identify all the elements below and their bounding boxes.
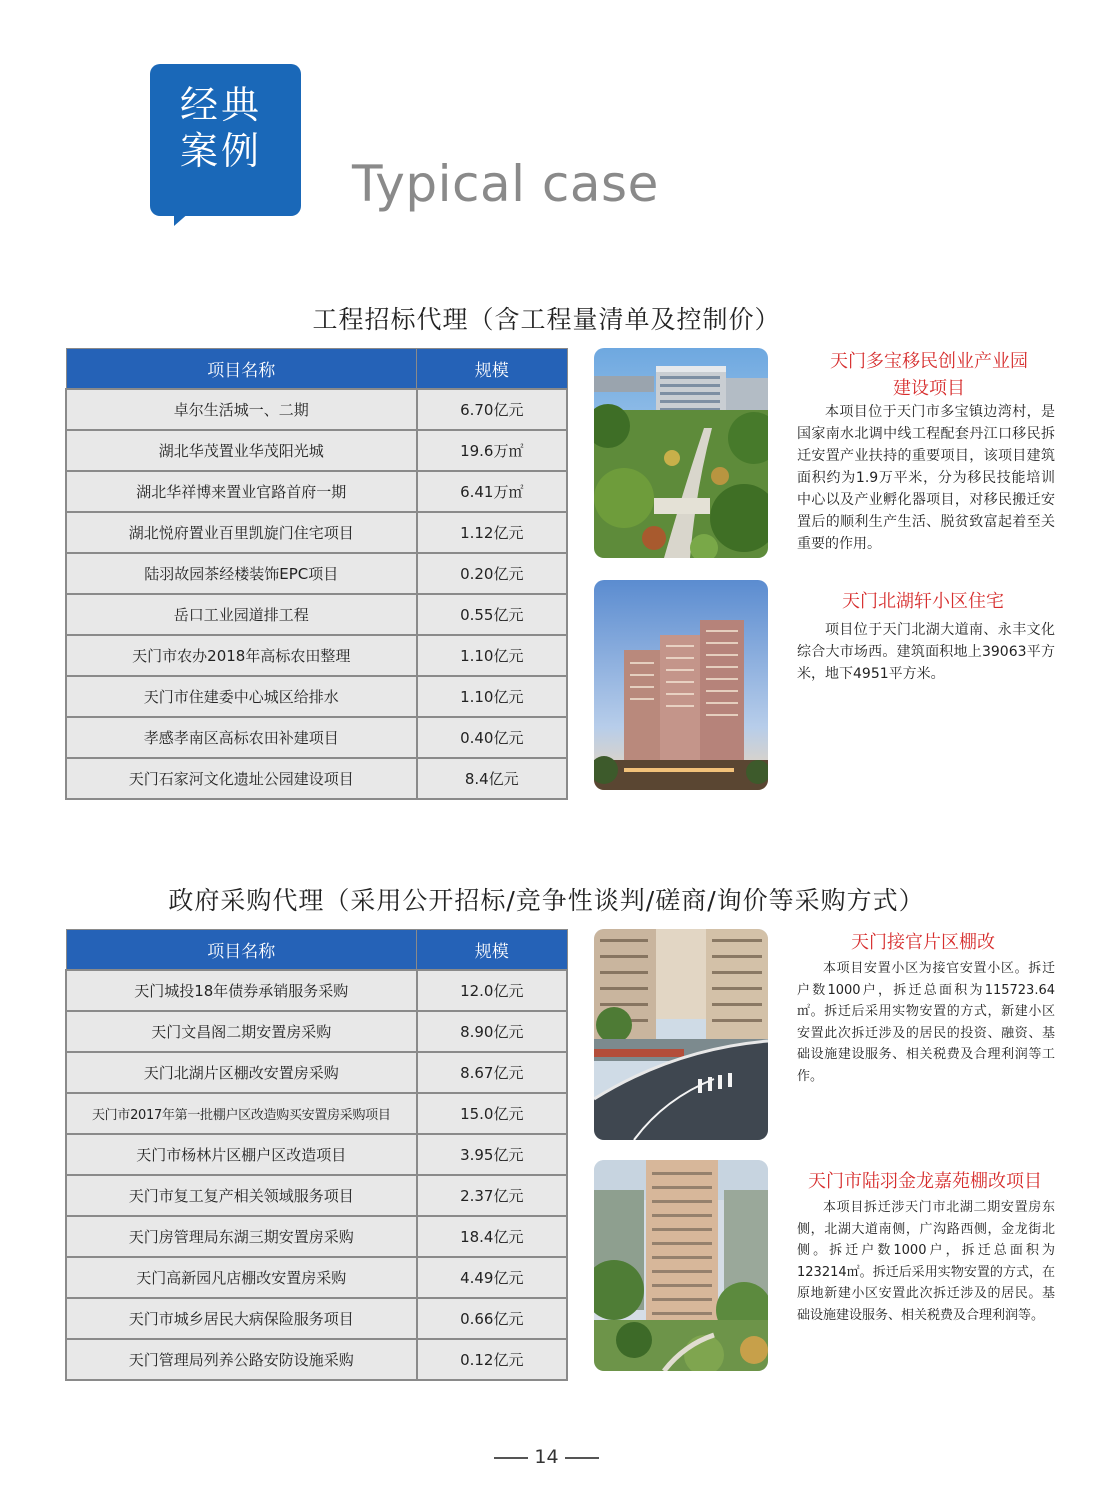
section1-title: 工程招标代理（含工程量清单及控制价） — [312, 305, 781, 334]
project-scale-cell: 8.90亿元 — [417, 1011, 567, 1052]
left-dash-decoration — [494, 1457, 528, 1459]
project-scale-cell: 0.66亿元 — [417, 1298, 567, 1339]
page-number-text: 14 — [534, 1446, 559, 1468]
section1-table — [65, 348, 568, 800]
project-scale-cell: 8.67亿元 — [417, 1052, 567, 1093]
column-header-name: 项目名称 — [66, 930, 417, 970]
project-name-cell: 天门房管理局东湖三期安置房采购 — [66, 1216, 417, 1257]
project-name-cell: 岳口工业园道排工程 — [66, 594, 417, 635]
project-scale-cell: 6.70亿元 — [417, 389, 567, 430]
table-row — [66, 970, 567, 1011]
project-name-cell: 湖北华茂置业华茂阳光城 — [66, 430, 417, 471]
project-scale-cell: 19.6万㎡ — [417, 430, 567, 471]
case3-title: 天门接官片区棚改 — [851, 932, 995, 953]
project-scale-cell: 3.95亿元 — [417, 1134, 567, 1175]
right-dash-decoration — [565, 1457, 599, 1459]
table-row — [66, 553, 567, 594]
project-name-cell: 湖北华祥博来置业官路首府一期 — [66, 471, 417, 512]
project-name-cell: 天门市复工复产相关领域服务项目 — [66, 1175, 417, 1216]
table-row — [66, 758, 567, 799]
project-name-cell: 天门市杨林片区棚户区改造项目 — [66, 1134, 417, 1175]
project-name-cell: 天门市住建委中心城区给排水 — [66, 676, 417, 717]
duobao-project-photo — [594, 348, 768, 558]
jieguan-project-photo — [594, 929, 768, 1140]
page-number — [0, 1446, 1093, 1468]
project-name-cell: 天门市2017年第一批棚户区改造购买安置房采购项目 — [66, 1093, 417, 1134]
table-row — [66, 1093, 567, 1134]
badge-line-2: 案例 — [180, 129, 263, 173]
table-row — [66, 676, 567, 717]
project-scale-cell: 6.41万㎡ — [417, 471, 567, 512]
table-row — [66, 512, 567, 553]
table-row — [66, 635, 567, 676]
table-header-row — [66, 349, 567, 389]
table-row — [66, 717, 567, 758]
project-name-cell: 天门北湖片区棚改安置房采购 — [66, 1052, 417, 1093]
table-row — [66, 471, 567, 512]
project-name-cell: 天门管理局列养公路安防设施采购 — [66, 1339, 417, 1380]
table-row — [66, 1175, 567, 1216]
project-name-cell: 孝感孝南区高标农田补建项目 — [66, 717, 417, 758]
project-scale-cell: 0.55亿元 — [417, 594, 567, 635]
project-name-cell: 陆羽故园茶经楼装饰EPC项目 — [66, 553, 417, 594]
project-scale-cell: 15.0亿元 — [417, 1093, 567, 1134]
section-badge — [150, 64, 301, 216]
table-row — [66, 1216, 567, 1257]
project-name-cell: 天门市农办2018年高标农田整理 — [66, 635, 417, 676]
table-row — [66, 594, 567, 635]
section2-title: 政府采购代理（采用公开招标/竞争性谈判/磋商/询价等采购方式） — [168, 886, 925, 915]
table-row — [66, 430, 567, 471]
table-row — [66, 1257, 567, 1298]
badge-tail-decoration — [174, 212, 190, 226]
project-name-cell: 天门文昌阁二期安置房采购 — [66, 1011, 417, 1052]
project-scale-cell: 2.37亿元 — [417, 1175, 567, 1216]
table-row — [66, 389, 567, 430]
table-row — [66, 1052, 567, 1093]
project-scale-cell: 0.12亿元 — [417, 1339, 567, 1380]
project-scale-cell: 0.40亿元 — [417, 717, 567, 758]
case3-description: 本项目安置小区为接官安置小区。拆迁户数1000户，拆迁总面积为115723.64㎡。拆迁后采用实物安置的方式，新建小区安置此次拆迁涉及的居民的投资、融资、基础设施建设服务、相关税费及合理利润等工作。 — [797, 961, 1055, 1084]
beihuxuan-project-photo — [594, 580, 768, 790]
case1-title-line1: 天门多宝移民创业产业园 — [830, 351, 1028, 372]
project-name-cell: 天门城投18年债券承销服务采购 — [66, 970, 417, 1011]
column-header-scale: 规模 — [417, 930, 567, 970]
luyu-jinlong-project-photo — [594, 1160, 768, 1371]
table-row — [66, 1011, 567, 1052]
project-name-cell: 卓尔生活城一、二期 — [66, 389, 417, 430]
table-header-row — [66, 930, 567, 970]
case1-description: 本项目位于天门市多宝镇边湾村，是国家南水北调中线工程配套丹江口移民拆迁安置产业扶持的重要项目，该项目建筑面积约为1.9万平米，分为移民技能培训中心以及产业孵化器项目，对移民搬迁安置后的顺利生产生活、脱贫致富起着至关重要的作用。 — [797, 404, 1055, 552]
case2-title: 天门北湖轩小区住宅 — [842, 591, 1004, 612]
case4-description: 本项目拆迁涉天门市北湖二期安置房东侧，北湖大道南侧，广沟路西侧，金龙街北侧。拆迁户数1000户，拆迁总面积为123214㎡。拆迁后采用实物安置的方式，在原地新建小区安置此次拆迁涉及的居民。基础设施建设服务、相关税费及合理利润等。 — [797, 1200, 1055, 1323]
project-scale-cell: 4.49亿元 — [417, 1257, 567, 1298]
column-header-name: 项目名称 — [66, 349, 417, 389]
english-title: Typical case — [352, 155, 659, 213]
table-row — [66, 1339, 567, 1380]
project-name-cell: 天门市城乡居民大病保险服务项目 — [66, 1298, 417, 1339]
project-scale-cell: 1.10亿元 — [417, 676, 567, 717]
badge-line-1: 经典 — [180, 83, 263, 127]
table-row — [66, 1134, 567, 1175]
project-scale-cell: 1.10亿元 — [417, 635, 567, 676]
project-name-cell: 天门高新园凡店棚改安置房采购 — [66, 1257, 417, 1298]
project-scale-cell: 18.4亿元 — [417, 1216, 567, 1257]
table-row — [66, 1298, 567, 1339]
section2-table — [65, 929, 568, 1381]
case4-title: 天门市陆羽金龙嘉苑棚改项目 — [808, 1171, 1042, 1192]
project-scale-cell: 8.4亿元 — [417, 758, 567, 799]
case1-title-line2: 建设项目 — [893, 378, 965, 399]
case1-title — [796, 348, 1062, 402]
project-name-cell: 湖北悦府置业百里凯旋门住宅项目 — [66, 512, 417, 553]
project-scale-cell: 0.20亿元 — [417, 553, 567, 594]
project-scale-cell: 12.0亿元 — [417, 970, 567, 1011]
case2-description: 项目位于天门北湖大道南、永丰文化综合大市场西。建筑面积地上39063平方米，地下4951平方米。 — [797, 622, 1055, 682]
project-scale-cell: 1.12亿元 — [417, 512, 567, 553]
column-header-scale: 规模 — [417, 349, 567, 389]
project-name-cell: 天门石家河文化遗址公园建设项目 — [66, 758, 417, 799]
